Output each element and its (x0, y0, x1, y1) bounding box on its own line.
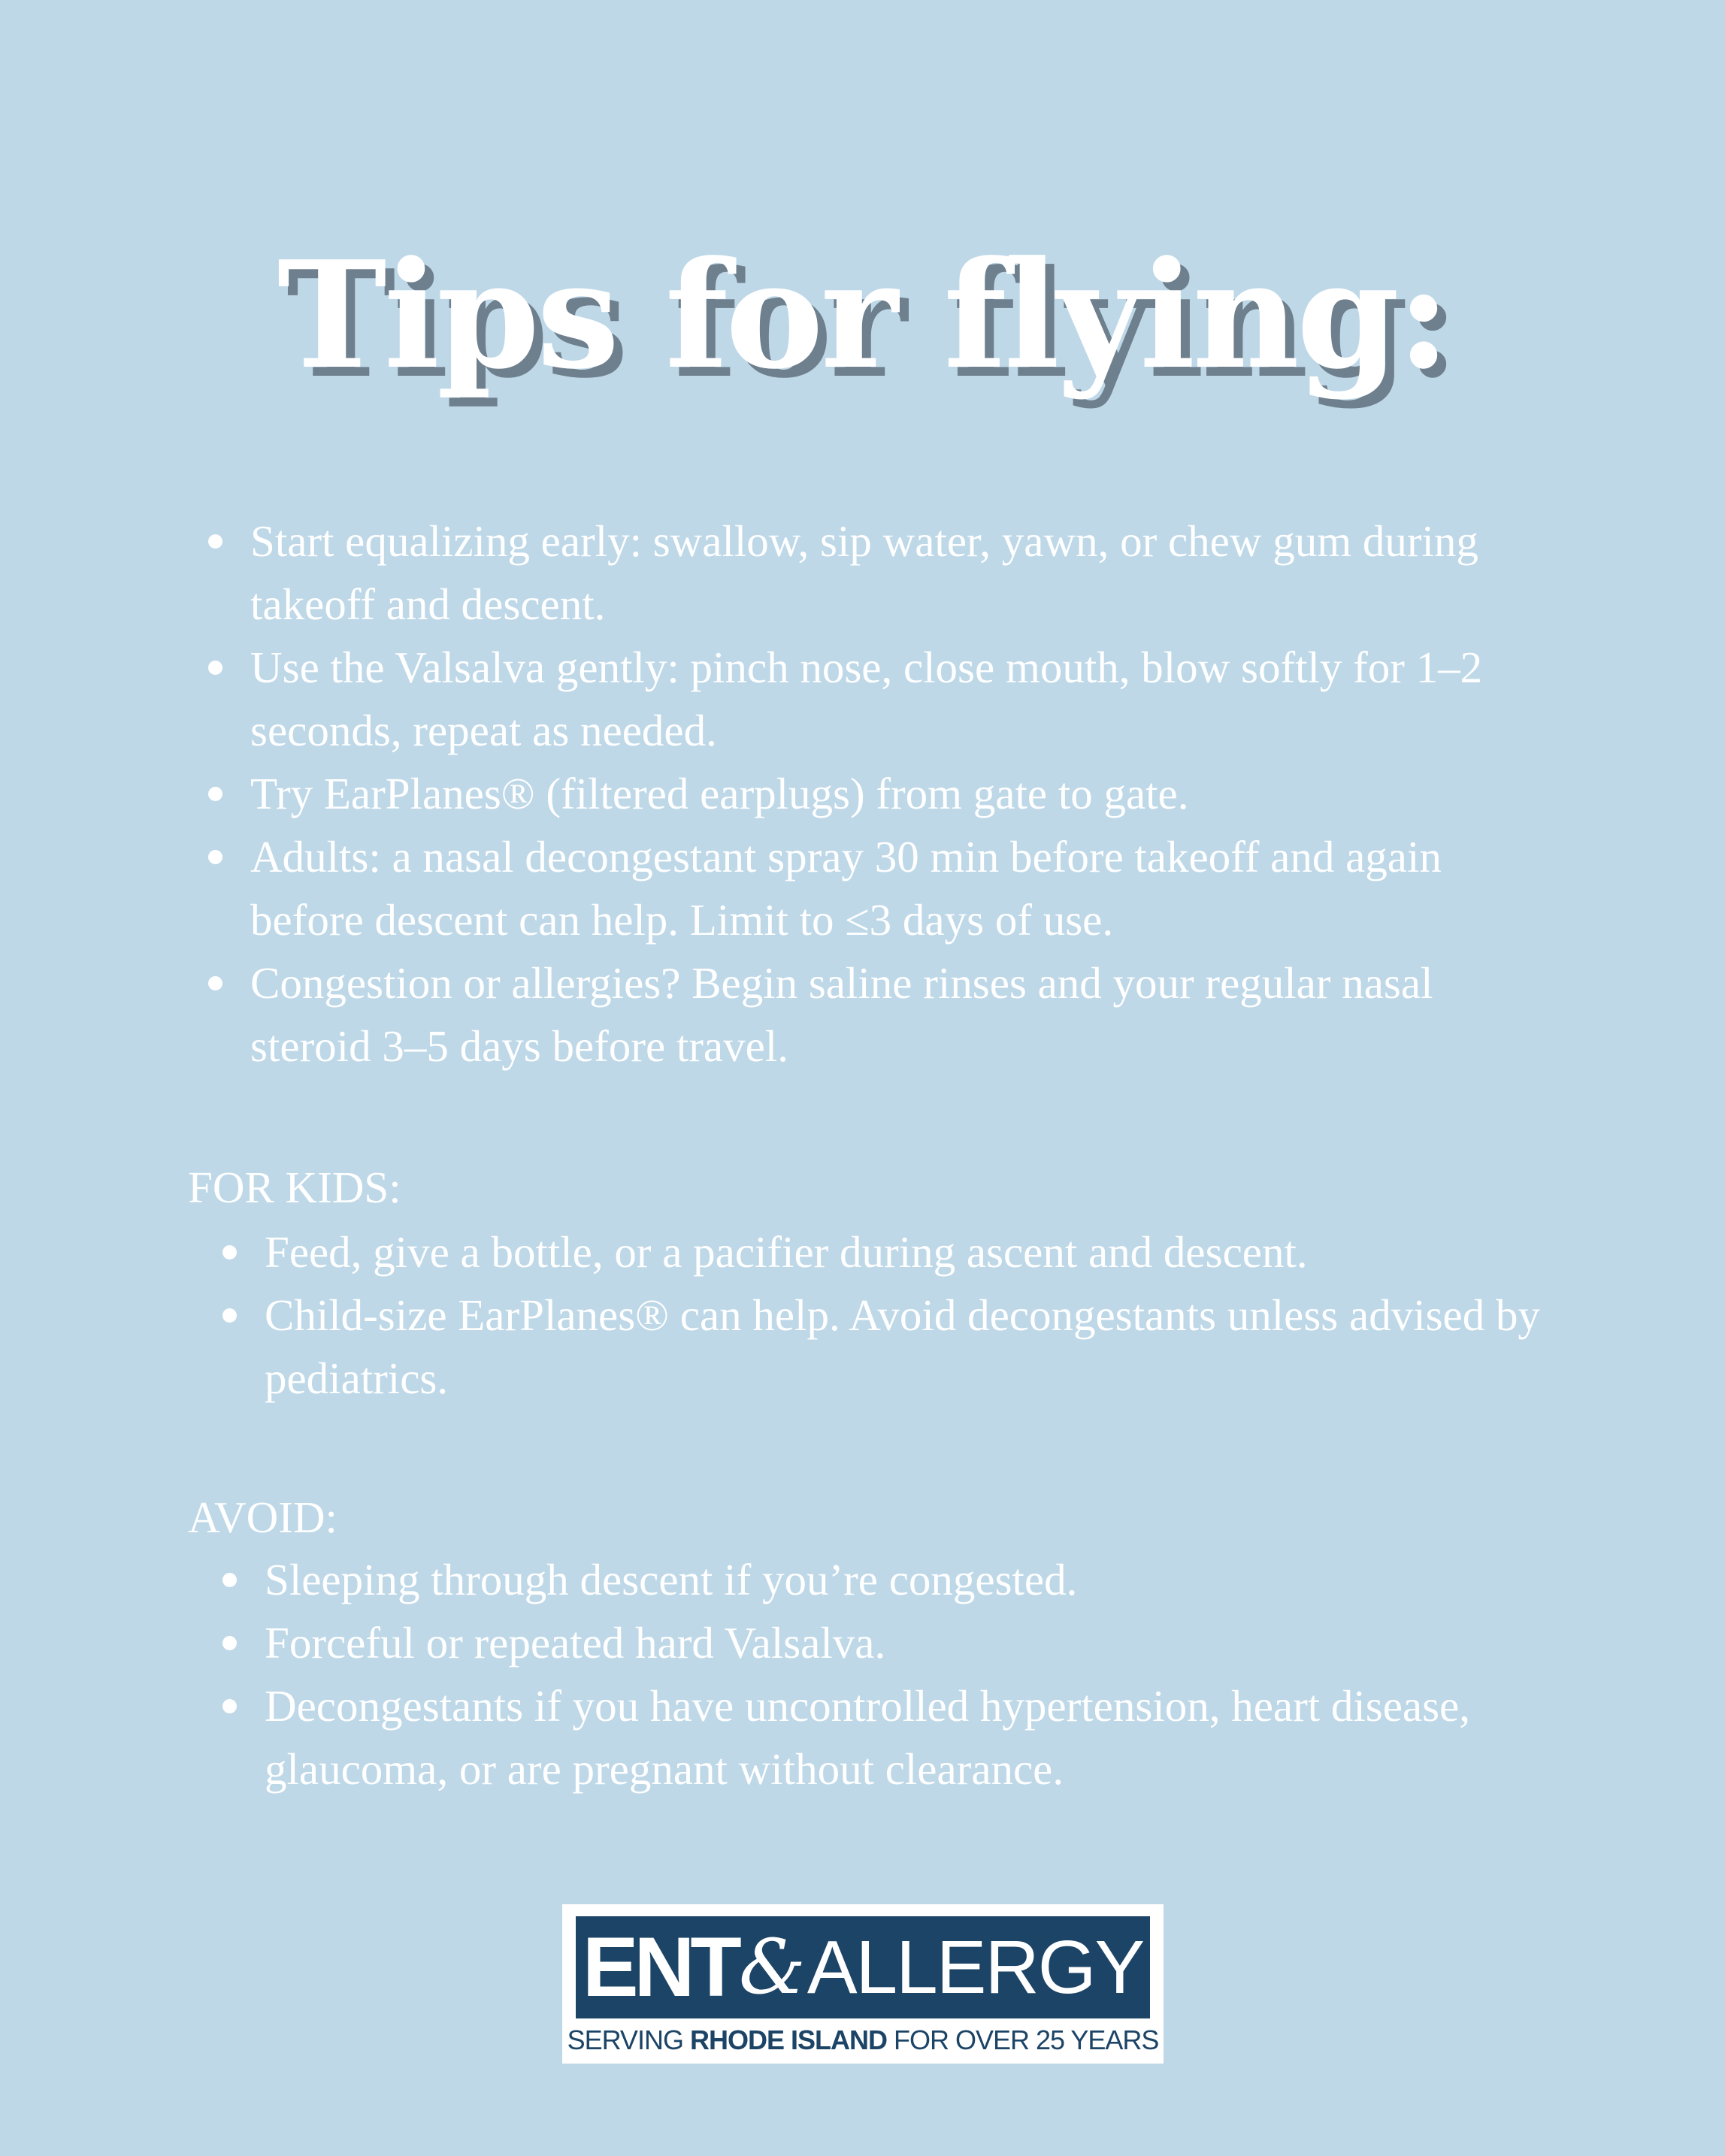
kids-tips-list (265, 1220, 1542, 1410)
tagline-bold: RHODE ISLAND (689, 2024, 887, 2055)
list-item: Adults: a nasal decongestant spray 30 min before takeoff and again before descent can help. Limit to ≤3 days of use. (250, 825, 1543, 951)
tagline-prefix: SERVING (567, 2024, 690, 2055)
logo-ampersand: & (738, 1923, 806, 2011)
logo-ent-text: ENT (582, 1920, 737, 2014)
logo-tagline (562, 2023, 1164, 2058)
logo-allergy-text: ALLERGY (807, 1925, 1144, 2009)
list-item: Child-size EarPlanes® can help. Avoid decongestants unless advised by pediatrics. (265, 1284, 1542, 1410)
logo-wordmark (576, 1916, 1150, 2018)
avoid-heading: AVOID: (188, 1492, 337, 1542)
page-title: Tips for flying: (277, 229, 1448, 402)
list-item: Use the Valsalva gently: pinch nose, close mouth, blow softly for 1–2 seconds, repeat as needed. (250, 636, 1543, 762)
list-item: Sleeping through descent if you’re congested. (265, 1548, 1542, 1611)
list-item: Feed, give a bottle, or a pacifier during ascent and descent. (265, 1220, 1542, 1284)
ent-allergy-logo (562, 1904, 1164, 2064)
list-item: Try EarPlanes® (filtered earplugs) from gate to gate. (250, 762, 1543, 825)
list-item: Forceful or repeated hard Valsalva. (265, 1611, 1542, 1674)
main-tips-list (250, 510, 1543, 1078)
list-item: Congestion or allergies? Begin saline rinses and your regular nasal steroid 3–5 days before travel. (250, 951, 1543, 1078)
avoid-list (265, 1548, 1542, 1801)
tagline-suffix: FOR OVER 25 YEARS (886, 2024, 1159, 2055)
kids-heading: FOR KIDS: (188, 1163, 401, 1212)
list-item: Start equalizing early: swallow, sip water, yawn, or chew gum during takeoff and descent. (250, 510, 1543, 636)
list-item: Decongestants if you have uncontrolled hypertension, heart disease, glaucoma, or are pregnant without clearance. (265, 1674, 1542, 1801)
